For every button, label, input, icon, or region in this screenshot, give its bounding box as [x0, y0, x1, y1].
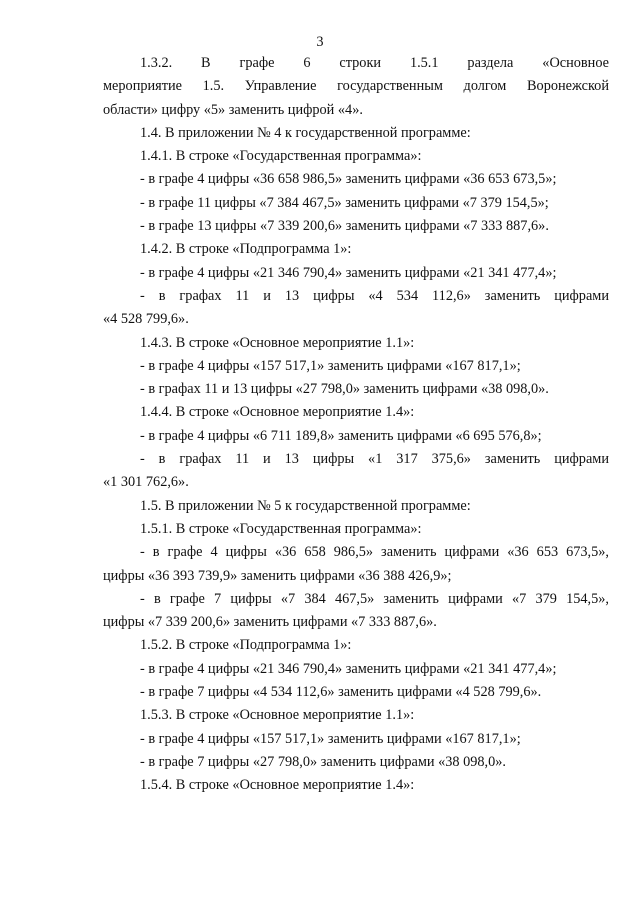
text-line: области» цифру «5» заменить цифрой «4». [103, 101, 363, 118]
text-line: мероприятие 1.5. Управление государственным долгом Воронежской [103, 78, 609, 95]
text-line: цифры «36 393 739,9» заменить цифрами «36 388 426,9»; [103, 567, 452, 584]
text-line: 1.3.2. В графе 6 строки 1.5.1 раздела «Основное [140, 55, 609, 71]
text-line: - в графах 11 и 13 цифры «4 534 112,6» заменить цифрами [140, 287, 609, 304]
text-line: 1.5.3. В строке «Основное мероприятие 1.1»: [140, 707, 415, 724]
text-line: 1.4.1. В строке «Государственная программа»: [140, 148, 422, 165]
document-body [103, 52, 609, 798]
text-line: - в графе 7 цифры «4 534 112,6» заменить цифрами «4 528 799,6». [140, 684, 542, 701]
text-line: 1.5.4. В строке «Основное мероприятие 1.4»: [140, 777, 415, 794]
text-line: 1.4.3. В строке «Основное мероприятие 1.1»: [140, 334, 415, 351]
text-line: - в графе 4 цифры «157 517,1» заменить цифрами «167 817,1»; [140, 730, 521, 747]
text-line: - в графе 4 цифры «36 658 986,5» заменить цифрами «36 653 673,5», [140, 544, 609, 561]
text-line: «1 301 762,6». [103, 474, 189, 491]
text-line: «4 528 799,6». [103, 311, 189, 328]
text-line: - в графе 4 цифры «21 346 790,4» заменить цифрами «21 341 477,4»; [140, 264, 557, 281]
text-line: - в графах 11 и 13 цифры «1 317 375,6» заменить цифрами [140, 451, 609, 468]
text-line: 1.5.1. В строке «Государственная программа»: [140, 520, 422, 537]
text-line: - в графе 4 цифры «21 346 790,4» заменить цифрами «21 341 477,4»; [140, 660, 557, 677]
text-line: 1.4.4. В строке «Основное мероприятие 1.4»: [140, 404, 415, 421]
text-line: - в графе 7 цифры «27 798,0» заменить цифрами «38 098,0». [140, 753, 507, 770]
text-line: 1.5.2. В строке «Подпрограмма 1»: [140, 637, 352, 654]
text-line: 1.5. В приложении № 5 к государственной программе: [140, 497, 471, 514]
text-line: - в графе 11 цифры «7 384 467,5» заменить цифрами «7 379 154,5»; [140, 194, 549, 211]
text-line: - в графе 4 цифры «36 658 986,5» заменить цифрами «36 653 673,5»; [140, 171, 557, 188]
text-line: цифры «7 339 200,6» заменить цифрами «7 333 887,6». [103, 614, 437, 631]
text-line: - в графах 11 и 13 цифры «27 798,0» заменить цифрами «38 098,0». [140, 381, 549, 398]
text-line: - в графе 4 цифры «157 517,1» заменить цифрами «167 817,1»; [140, 357, 521, 374]
text-line: 1.4.2. В строке «Подпрограмма 1»: [140, 241, 352, 258]
text-line: - в графе 4 цифры «6 711 189,8» заменить цифрами «6 695 576,8»; [140, 427, 542, 444]
text-line: 1.4. В приложении № 4 к государственной программе: [140, 124, 471, 141]
text-line: - в графе 7 цифры «7 384 467,5» заменить цифрами «7 379 154,5», [140, 590, 609, 607]
page-number: 3 [316, 34, 324, 50]
text-line: - в графе 13 цифры «7 339 200,6» заменить цифрами «7 333 887,6». [140, 218, 549, 235]
